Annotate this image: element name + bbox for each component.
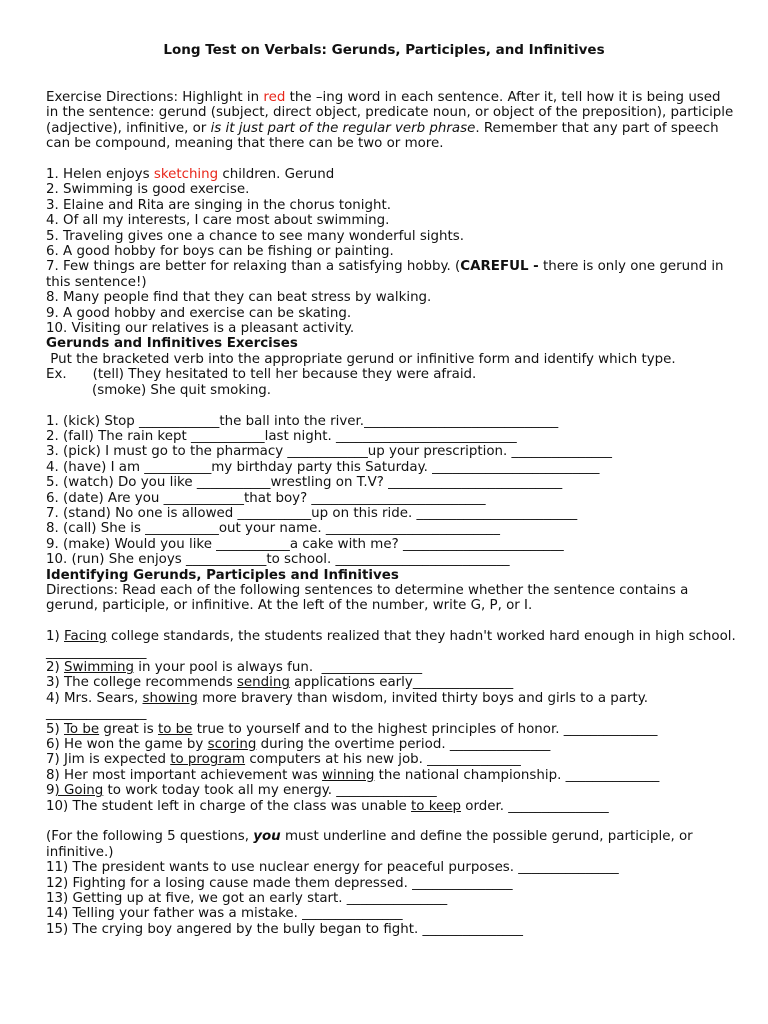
fill-in-item: 5. (watch) Do you like ___________wrestling on T.V? __________________________ bbox=[46, 475, 563, 491]
section-heading: Identifying Gerunds, Participles and Infinitives bbox=[46, 567, 399, 583]
question-item: 2) Swimming in your pool is always fun. _______________ bbox=[46, 659, 423, 675]
worksheet-body bbox=[46, 90, 736, 937]
list-item: 9. A good hobby and exercise can be skating. bbox=[46, 305, 352, 321]
instructions-note: (For the following 5 questions, you must underline and define the possible gerund, participle, or infinitive.) bbox=[46, 829, 693, 860]
question-item: 12) Fighting for a losing cause made them depressed. _______________ bbox=[46, 875, 513, 891]
red-word: red bbox=[263, 90, 286, 105]
question-item: 4) Mrs. Sears, showing more bravery than wisdom, invited thirty boys and girls to a party. _______________ bbox=[46, 690, 649, 722]
list-item: 8. Many people find that they can beat stress by walking. bbox=[46, 290, 432, 306]
list-item: 3. Elaine and Rita are singing in the chorus tonight. bbox=[46, 197, 391, 213]
list-item: 4. Of all my interests, I care most about swimming. bbox=[46, 213, 390, 229]
question-item: 6) He won the game by scoring during the overtime period. _______________ bbox=[46, 737, 551, 753]
question-item: 15) The crying boy angered by the bully began to fight. _______________ bbox=[46, 921, 523, 937]
fill-in-item: 4. (have) I am __________my birthday party this Saturday. _________________________ bbox=[46, 459, 600, 475]
question-item: 1) Facing college standards, the students realized that they hadn't worked hard enough in high school. _______________ bbox=[46, 629, 736, 660]
fill-in-item: 3. (pick) I must go to the pharmacy ____________up your prescription. _______________ bbox=[46, 444, 612, 460]
list-item: 5. Traveling gives one a chance to see many wonderful sights. bbox=[46, 228, 464, 244]
section-directions: Directions: Read each of the following sentences to determine whether the sentence contains a gerund, participle, or infinitive. At the left of the number, write G, P, or I. bbox=[46, 582, 689, 614]
list-item: 1. Helen enjoys sketching children. Gerund bbox=[46, 167, 335, 183]
fill-in-item: 8. (call) She is ___________out your name. __________________________ bbox=[46, 521, 500, 537]
question-item: 9) Going to work today took all my energy. _______________ bbox=[46, 783, 437, 799]
question-item: 13) Getting up at five, we got an early start. _______________ bbox=[46, 891, 448, 907]
section-heading: Gerunds and Infinitives Exercises bbox=[46, 336, 298, 352]
fill-in-item: 10. (run) She enjoys ____________to school. __________________________ bbox=[46, 552, 510, 568]
fill-in-item: 6. (date) Are you ____________that boy? __________________________ bbox=[46, 490, 486, 506]
example-line: Ex. (tell) They hesitated to tell her because they were afraid. bbox=[46, 367, 477, 383]
question-item: 3) The college recommends sending applications early_______________ bbox=[46, 675, 514, 691]
fill-in-item: 2. (fall) The rain kept ___________last night. ___________________________ bbox=[46, 428, 517, 444]
fill-in-item: 9. (make) Would you like ___________a cake with me? ________________________ bbox=[46, 536, 564, 552]
list-item: 7. Few things are better for relaxing than a satisfying hobby. (CAREFUL - there is only one gerund in this sentence!) bbox=[46, 259, 724, 290]
page-title: Long Test on Verbals: Gerunds, Participles, and Infinitives bbox=[163, 42, 605, 58]
fill-in-item: 7. (stand) No one is allowed ___________up on this ride. ________________________ bbox=[46, 505, 578, 521]
list-item: 6. A good hobby for boys can be fishing or painting. bbox=[46, 244, 394, 260]
exercise-directions: Exercise Directions: Highlight in red the –ing word in each sentence. After it, tell how it is being used in the sentence: gerund (subject, direct object, predicate noun, or object of the preposition), participle (adjective), infinitive, or is it just part of the regular verb phrase. Remember that any part of speech can be compound, meaning that there can be two or more. bbox=[46, 90, 734, 152]
question-item: 5) To be great is to be true to yourself and to the highest principles of honor. ______________ bbox=[46, 721, 658, 737]
question-item: 14) Telling your father was a mistake. _______________ bbox=[46, 906, 403, 922]
highlighted-word: sketching bbox=[153, 167, 219, 183]
question-item: 7) Jim is expected to program computers at his new job. ______________ bbox=[46, 752, 521, 768]
question-item: 10) The student left in charge of the class was unable to keep order. _______________ bbox=[46, 798, 609, 814]
question-item: 8) Her most important achievement was winning the national championship. ______________ bbox=[46, 767, 660, 783]
question-item: 11) The president wants to use nuclear energy for peaceful purposes. _______________ bbox=[46, 860, 619, 876]
section-directions: Put the bracketed verb into the appropriate gerund or infinitive form and identify which type. bbox=[46, 351, 676, 367]
example-line: (smoke) She quit smoking. bbox=[92, 382, 272, 398]
list-item: 10. Visiting our relatives is a pleasant activity. bbox=[46, 321, 355, 337]
fill-in-item: 1. (kick) Stop ____________the ball into the river._____________________________ bbox=[46, 413, 559, 429]
list-item: 2. Swimming is good exercise. bbox=[46, 182, 250, 198]
